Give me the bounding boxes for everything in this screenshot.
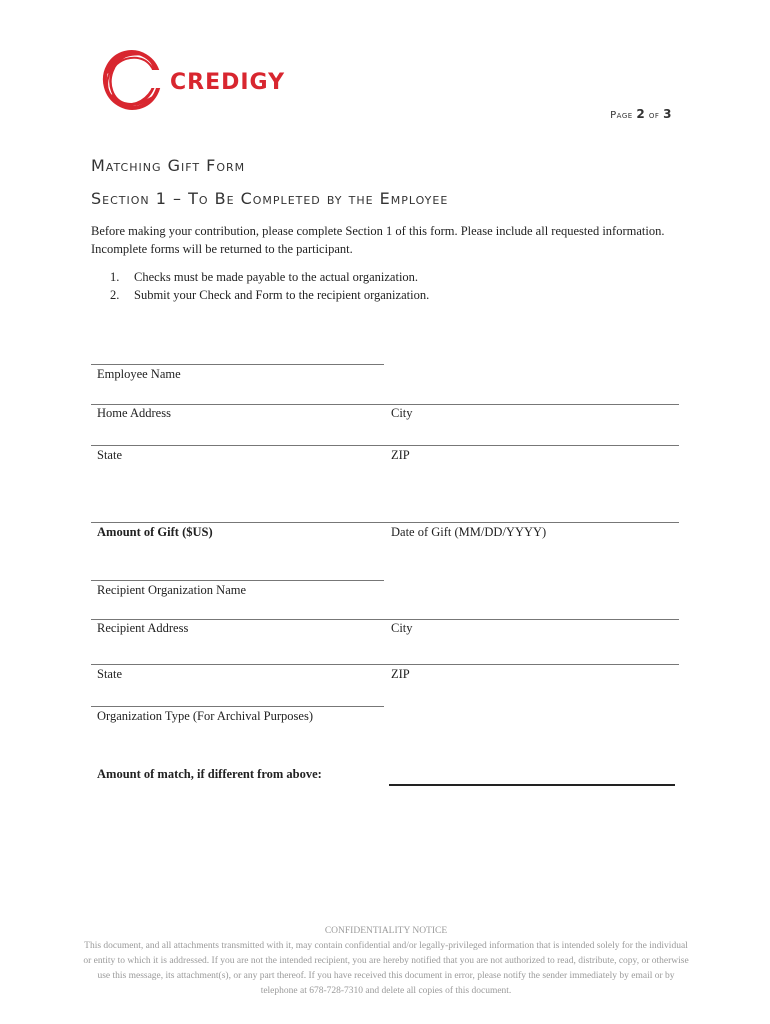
amount-of-gift-label: Amount of Gift ($US): [97, 525, 213, 539]
page-number: Page 2 of 3: [610, 107, 672, 121]
notice-body: This document, and all attachments transmitted with it, may contain confidential and/or legally-privileged information that is intended solely for the individual or entity to which it is addressed. If you are not the intended recipient, you are hereby notified that you are not authorized to read, distribute, copy, or otherwise use this message, its attachment(s), or any part thereof. If you have received this document in error, please notify the sender immediately by email or by telephone at 678-728-7310 and delete all copies of this document.: [83, 941, 689, 996]
zip-label: ZIP: [391, 667, 410, 681]
home-address-label: Home Address: [97, 406, 171, 420]
field-rule: [91, 364, 384, 365]
state-label: State: [97, 448, 122, 462]
zip-label: ZIP: [391, 448, 410, 462]
field-rule: [91, 664, 679, 665]
recipient-org-name-label: Recipient Organization Name: [97, 583, 247, 597]
field-rule: [91, 706, 384, 707]
list-item: 1. Checks must be made payable to the actual organization.: [110, 270, 419, 284]
form-title: Matching Gift Form: [91, 156, 246, 175]
list-item: 2. Submit your Check and Form to the recipient organization.: [110, 288, 430, 302]
logo-text: CREDIGY: [170, 70, 286, 95]
employee-name-label: Employee Name: [97, 367, 181, 381]
amount-of-match-label: Amount of match, if different from above:: [97, 767, 322, 781]
date-of-gift-label: Date of Gift (MM/DD/YYYY): [391, 525, 547, 539]
field-rule: [91, 580, 384, 581]
field-rule: [91, 522, 679, 523]
org-type-label: Organization Type (For Archival Purposes): [97, 709, 313, 723]
city-label: City: [391, 406, 413, 420]
field-rule: [91, 445, 679, 446]
confidentiality-notice: [80, 924, 692, 999]
field-rule: [91, 619, 679, 620]
recipient-address-label: Recipient Address: [97, 621, 189, 635]
credigy-logo-icon: [98, 44, 168, 114]
state-label: State: [97, 667, 122, 681]
amount-of-match-line: [389, 784, 675, 786]
intro-text: Before making your contribution, please complete Section 1 of this form. Please include all requested information. Incomplete forms will be returned to the participant.: [91, 224, 665, 256]
instruction-list: [110, 268, 429, 304]
section-title: Section 1 – To Be Completed by the Employee: [91, 189, 449, 208]
city-label: City: [391, 621, 413, 635]
notice-title: CONFIDENTIALITY NOTICE: [324, 926, 448, 936]
field-rule: [91, 404, 679, 405]
